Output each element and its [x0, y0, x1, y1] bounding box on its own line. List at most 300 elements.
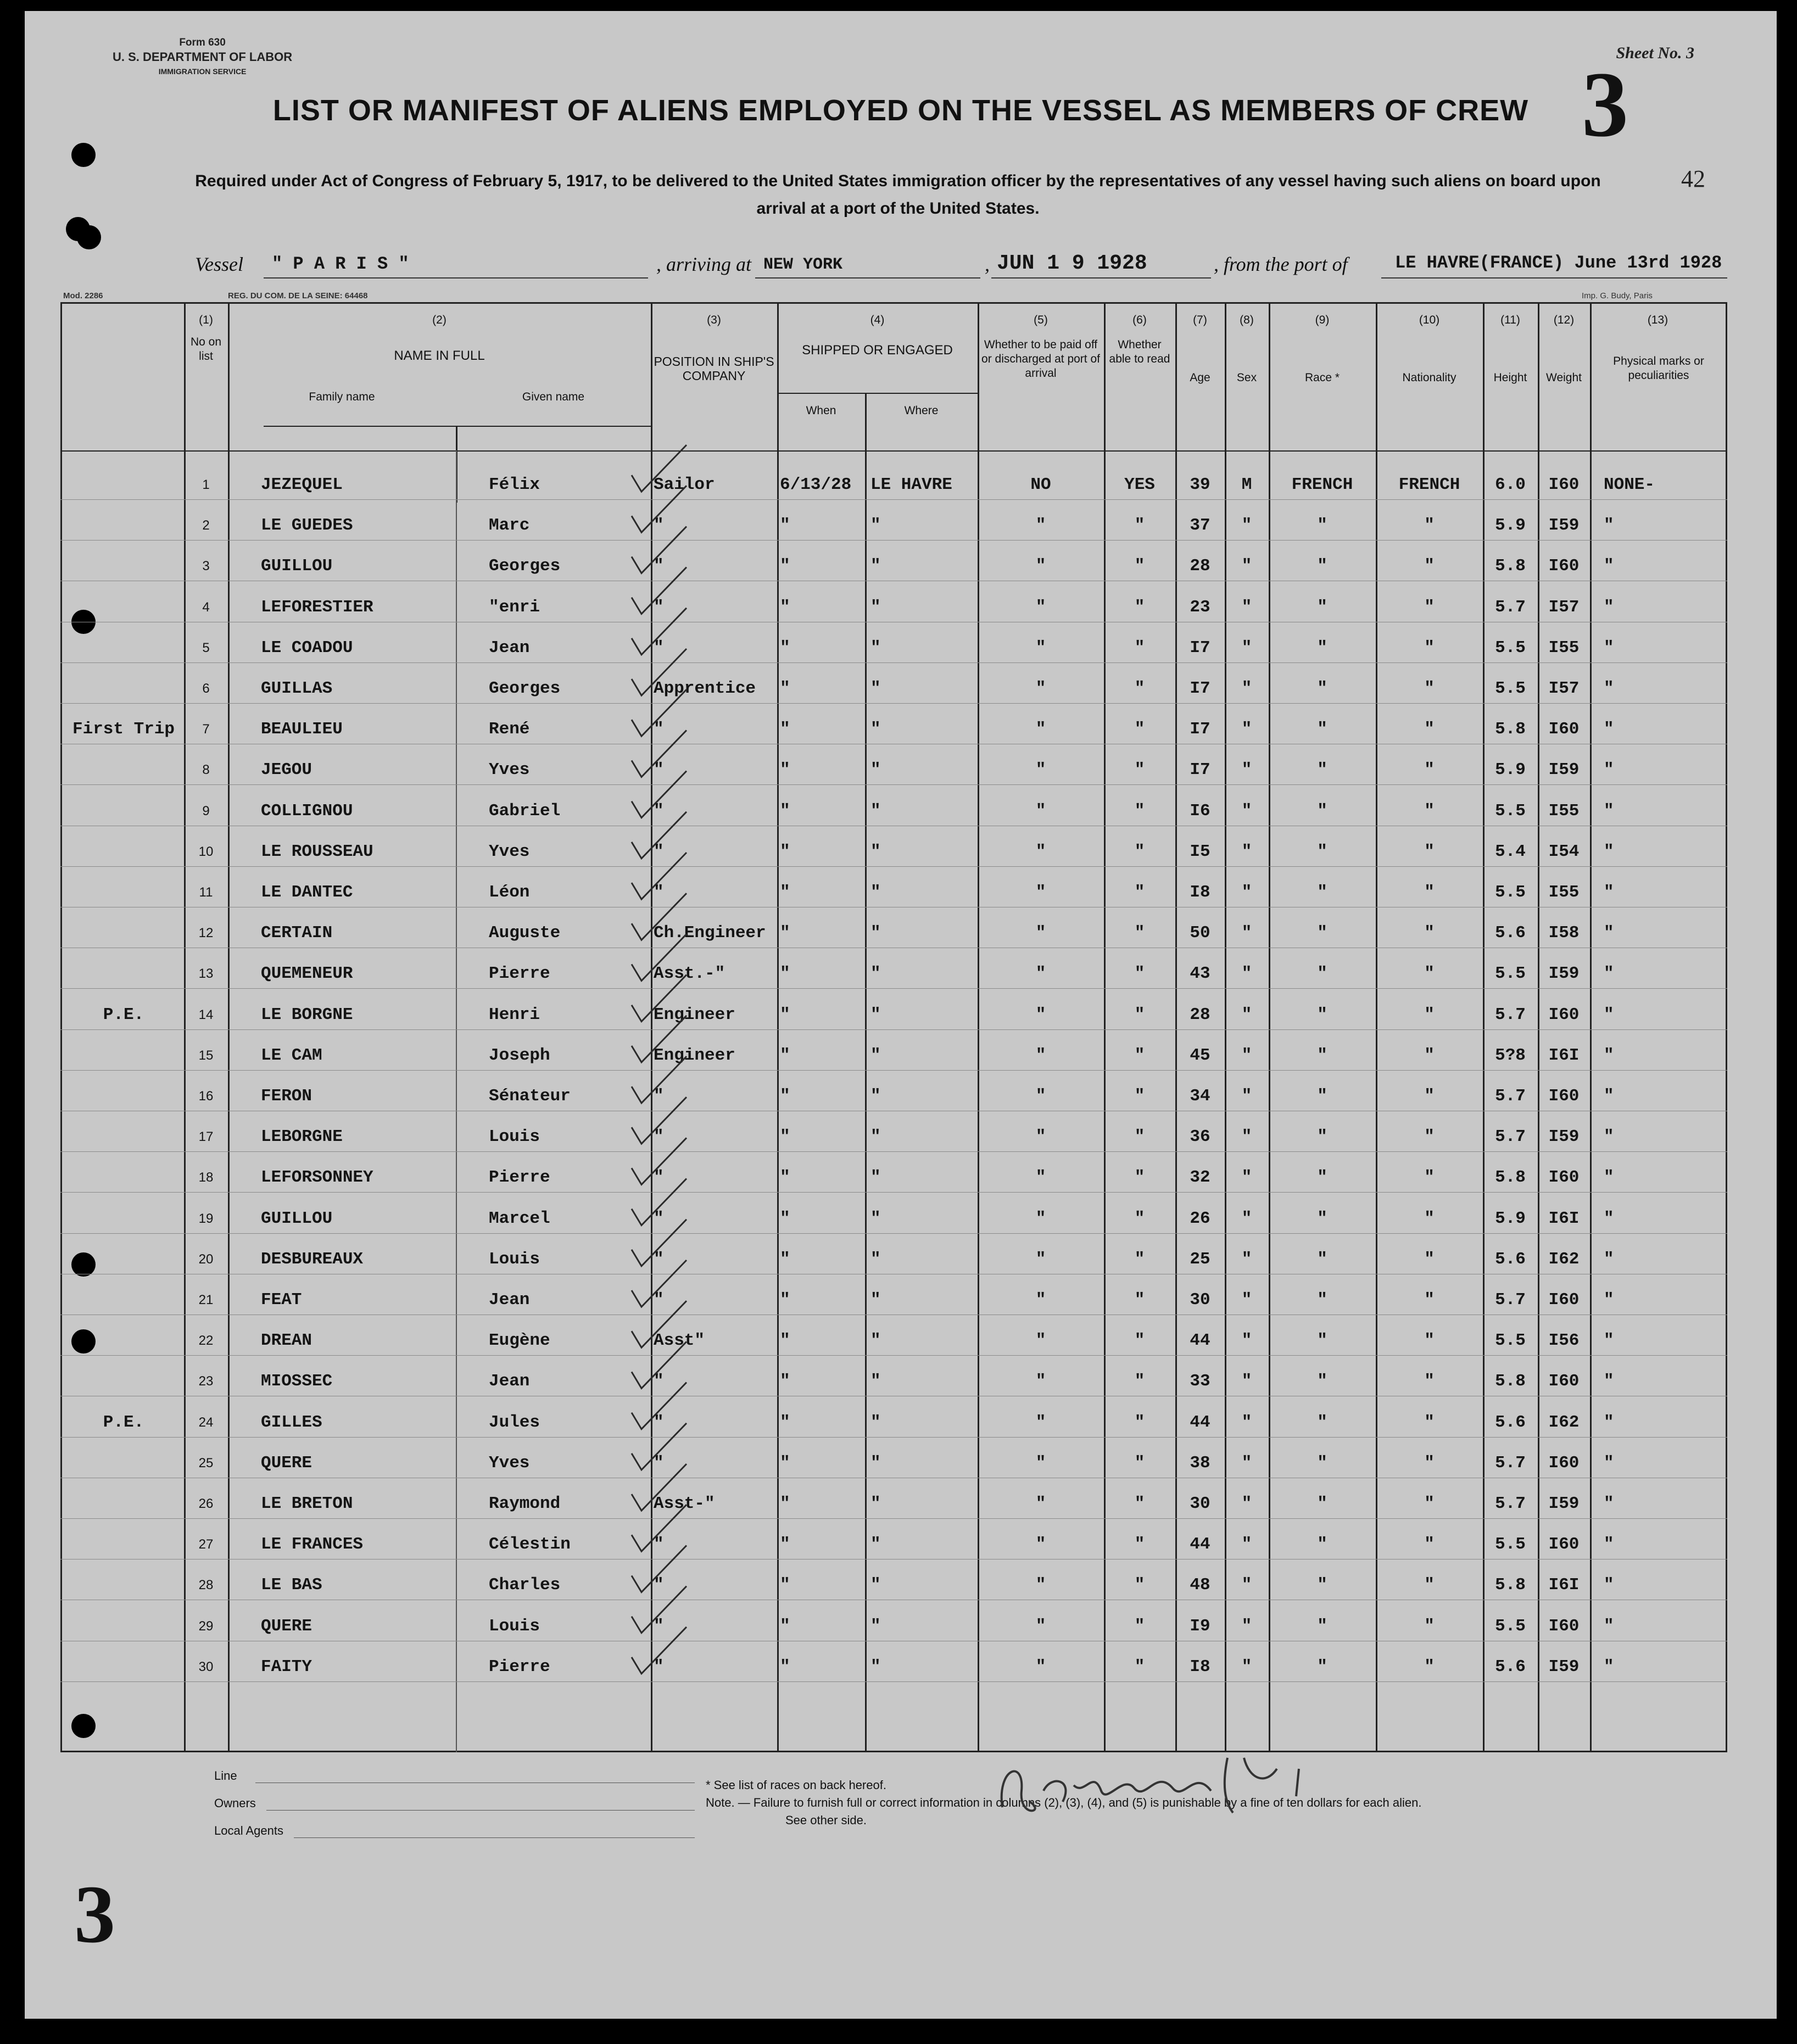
crew-cell-weight: I60 — [1548, 1372, 1580, 1391]
crew-cell-where: " — [870, 1453, 881, 1473]
crew-cell-where: " — [870, 923, 881, 943]
crew-cell-given: Célestin — [489, 1535, 571, 1555]
crew-cell-no: 28 — [198, 1578, 214, 1593]
crew-cell-race: " — [1317, 1453, 1327, 1473]
crew-cell-paid: " — [1035, 1290, 1046, 1310]
crew-cell-read: " — [1134, 679, 1145, 698]
crew-cell-sex: " — [1241, 801, 1252, 821]
owners-label: Owners — [214, 1796, 256, 1810]
crew-cell-paid: " — [1035, 1208, 1046, 1228]
row-rule — [60, 540, 1727, 541]
crew-cell-family: LE ROUSSEAU — [261, 842, 373, 861]
crew-cell-nationality: " — [1424, 516, 1435, 536]
crew-cell-paid: " — [1035, 883, 1046, 902]
crew-cell-read: " — [1134, 638, 1145, 658]
crew-cell-no: 11 — [199, 885, 213, 900]
crew-cell-height: 5.5 — [1495, 1331, 1526, 1351]
crew-cell-where: LE HAVRE — [870, 475, 952, 494]
crew-cell-family: QUERE — [261, 1453, 312, 1473]
crew-cell-sex: " — [1241, 883, 1252, 902]
crew-cell-marks: " — [1604, 1045, 1614, 1065]
form-header — [113, 36, 292, 79]
crew-cell-read: " — [1134, 1005, 1145, 1024]
crew-cell-nationality: " — [1424, 1372, 1435, 1391]
crew-cell-when: " — [780, 597, 790, 617]
crew-cell-sex: " — [1241, 679, 1252, 698]
crew-cell-race: " — [1317, 1249, 1327, 1269]
crew-cell-marks: " — [1604, 638, 1614, 658]
crew-cell-marks: " — [1604, 720, 1614, 739]
crew-cell-nationality: " — [1424, 1616, 1435, 1636]
check-mark — [632, 1586, 687, 1633]
check-mark — [632, 1260, 687, 1307]
crew-cell-race: " — [1317, 1331, 1327, 1351]
line-label: Line — [214, 1769, 237, 1783]
row-rule — [60, 866, 1727, 867]
crew-cell-no: 17 — [198, 1129, 214, 1145]
col-header-paid-off: Whether to be paid off or discharged at port of arrival — [981, 338, 1100, 380]
crew-cell-sex: " — [1241, 1494, 1252, 1513]
crew-cell-nationality: " — [1424, 720, 1435, 739]
crew-cell-marks: " — [1604, 1249, 1614, 1269]
crew-cell-marks: " — [1604, 1616, 1614, 1636]
crew-cell-weight: I60 — [1548, 556, 1580, 576]
crew-cell-sex: " — [1241, 1575, 1252, 1595]
crew-cell-height: 5.8 — [1495, 1168, 1526, 1188]
manifest-sheet — [25, 11, 1777, 2019]
crew-cell-read: " — [1134, 1208, 1145, 1228]
crew-cell-given: Charles — [489, 1575, 561, 1595]
crew-cell-paid: " — [1035, 1494, 1046, 1513]
crew-cell-paid: " — [1035, 842, 1046, 861]
crew-cell-sex: " — [1241, 556, 1252, 576]
crew-cell-no: 18 — [198, 1170, 214, 1185]
crew-cell-where: " — [870, 1412, 881, 1432]
crew-cell-sex: " — [1241, 1208, 1252, 1228]
crew-cell-height: 6.0 — [1495, 475, 1526, 494]
crew-cell-weight: I57 — [1548, 679, 1580, 698]
crew-cell-nationality: " — [1424, 556, 1435, 576]
col-header-height: Height — [1493, 371, 1527, 384]
crew-cell-position: " — [654, 1616, 664, 1636]
check-mark — [632, 1341, 687, 1388]
crew-cell-when: " — [780, 1045, 790, 1065]
crew-cell-race: " — [1317, 1657, 1327, 1677]
crew-cell-paid: " — [1035, 1453, 1046, 1473]
crew-cell-position: Ch.Engineer — [654, 923, 766, 943]
crew-cell-read: " — [1134, 1657, 1145, 1677]
crew-cell-when: " — [780, 1575, 790, 1595]
crew-cell-marks: " — [1604, 1208, 1614, 1228]
crew-cell-no: 21 — [198, 1293, 214, 1307]
crew-cell-sex: " — [1241, 1168, 1252, 1188]
col-num-10: (10) — [1419, 314, 1440, 326]
check-mark — [632, 1097, 687, 1144]
crew-cell-sex: " — [1241, 597, 1252, 617]
crew-cell-paid: " — [1035, 1535, 1046, 1555]
crew-cell-weight: I6I — [1548, 1575, 1580, 1595]
crew-cell-given: Marcel — [489, 1208, 550, 1228]
crew-cell-race: " — [1317, 1168, 1327, 1188]
crew-cell-sex: " — [1241, 1087, 1252, 1106]
corner-sheet-number: 3 — [74, 1869, 115, 1960]
crew-cell-family: GILLES — [261, 1412, 322, 1432]
crew-cell-read: " — [1134, 1127, 1145, 1147]
registry-note: REG. DU COM. DE LA SEINE: 64468 — [228, 291, 368, 300]
crew-cell-marks: " — [1604, 1575, 1614, 1595]
crew-cell-height: 5.8 — [1495, 1372, 1526, 1391]
crew-cell-read: " — [1134, 842, 1145, 861]
crew-cell-marks: " — [1604, 883, 1614, 902]
crew-cell-where: " — [870, 1372, 881, 1391]
check-mark — [632, 1383, 687, 1429]
check-mark — [632, 1179, 687, 1226]
crew-cell-given: "enri — [489, 597, 540, 617]
check-mark — [632, 1219, 687, 1266]
crew-cell-no: 3 — [202, 559, 210, 574]
row-rule — [60, 703, 1727, 704]
crew-cell-where: " — [870, 1045, 881, 1065]
crew-cell-family: FAITY — [261, 1657, 312, 1677]
check-mark — [632, 893, 687, 940]
crew-ledger — [60, 302, 1727, 1752]
crew-cell-position: " — [654, 801, 664, 821]
crew-cell-height: 5.5 — [1495, 883, 1526, 902]
crew-cell-family: GUILLOU — [261, 1208, 333, 1228]
crew-cell-given: Jean — [489, 1372, 530, 1391]
crew-cell-given: Georges — [489, 679, 561, 698]
margin-note: P.E. — [103, 1005, 144, 1024]
model-number: Mod. 2286 — [63, 291, 103, 300]
crew-cell-when: " — [780, 679, 790, 698]
row-rule — [60, 784, 1727, 785]
crew-cell-family: LE CAM — [261, 1045, 322, 1065]
crew-cell-age: I5 — [1190, 842, 1210, 861]
crew-cell-position: " — [654, 597, 664, 617]
crew-cell-paid: " — [1035, 516, 1046, 536]
crew-cell-weight: I59 — [1548, 1657, 1580, 1677]
crew-cell-read: " — [1134, 1616, 1145, 1636]
crew-cell-height: 5.8 — [1495, 1575, 1526, 1595]
crew-cell-when: " — [780, 923, 790, 943]
row-rule — [60, 1559, 1727, 1560]
crew-cell-family: JEZEQUEL — [261, 475, 343, 494]
crew-cell-nationality: " — [1424, 679, 1435, 698]
crew-cell-age: 48 — [1190, 1575, 1210, 1595]
crew-cell-read: " — [1134, 1290, 1145, 1310]
crew-cell-no: 4 — [202, 599, 210, 615]
crew-cell-when: " — [780, 1249, 790, 1269]
crew-cell-sex: " — [1241, 842, 1252, 861]
crew-cell-no: 6 — [202, 681, 210, 696]
crew-cell-given: Georges — [489, 556, 561, 576]
crew-cell-no: 14 — [198, 1007, 214, 1022]
crew-cell-paid: " — [1035, 1372, 1046, 1391]
crew-cell-sex: " — [1241, 1535, 1252, 1555]
check-mark — [632, 1545, 687, 1592]
col-num-6: (6) — [1132, 314, 1147, 326]
crew-cell-where: " — [870, 597, 881, 617]
crew-cell-race: " — [1317, 516, 1327, 536]
crew-cell-no: 23 — [198, 1374, 214, 1389]
crew-cell-position: " — [654, 1657, 664, 1677]
arriving-label: , arriving at — [656, 253, 752, 275]
crew-cell-given: Pierre — [489, 1168, 550, 1188]
crew-cell-position: " — [654, 1290, 664, 1310]
crew-cell-marks: " — [1604, 964, 1614, 984]
crew-cell-age: I9 — [1190, 1616, 1210, 1636]
crew-cell-paid: " — [1035, 964, 1046, 984]
crew-cell-age: 28 — [1190, 556, 1210, 576]
crew-cell-given: Sénateur — [489, 1087, 571, 1106]
crew-cell-when: " — [780, 720, 790, 739]
crew-cell-nationality: " — [1424, 1331, 1435, 1351]
crew-cell-weight: I60 — [1548, 1005, 1580, 1024]
crew-cell-nationality: " — [1424, 883, 1435, 902]
crew-cell-where: " — [870, 516, 881, 536]
crew-cell-weight: I60 — [1548, 1535, 1580, 1555]
col-header-position: POSITION IN SHIP'S COMPANY — [654, 354, 774, 383]
local-agents-label: Local Agents — [214, 1824, 283, 1837]
from-port-label: , from the port of — [1214, 253, 1348, 275]
col-header-race: Race * — [1304, 371, 1340, 384]
crew-cell-height: 5.6 — [1495, 1412, 1526, 1432]
crew-cell-height: 5.5 — [1495, 964, 1526, 984]
check-mark — [632, 934, 687, 981]
crew-cell-paid: " — [1035, 1045, 1046, 1065]
crew-cell-where: " — [870, 964, 881, 984]
check-mark — [632, 1505, 687, 1551]
col-num-2: (2) — [432, 314, 447, 326]
crew-cell-read: " — [1134, 801, 1145, 821]
crew-cell-sex: " — [1241, 1249, 1252, 1269]
crew-cell-height: 5.6 — [1495, 923, 1526, 943]
crew-cell-position: " — [654, 842, 664, 861]
col-header-age: Age — [1190, 371, 1210, 384]
crew-cell-when: " — [780, 1087, 790, 1106]
crew-cell-weight: I54 — [1548, 842, 1580, 861]
col-num-1: (1) — [199, 314, 213, 326]
crew-cell-family: LE DANTEC — [261, 883, 353, 902]
crew-cell-height: 5.7 — [1495, 1453, 1526, 1473]
crew-cell-height: 5.8 — [1495, 556, 1526, 576]
crew-cell-where: " — [870, 679, 881, 698]
crew-cell-age: 33 — [1190, 1372, 1210, 1391]
binder-hole — [77, 225, 101, 249]
crew-cell-nationality: " — [1424, 597, 1435, 617]
crew-cell-height: 5.7 — [1495, 1494, 1526, 1513]
vessel-label: Vessel — [195, 253, 243, 275]
crew-cell-age: 44 — [1190, 1331, 1210, 1351]
check-mark — [632, 853, 687, 899]
crew-cell-age: I8 — [1190, 1657, 1210, 1677]
crew-cell-weight: I59 — [1548, 1127, 1580, 1147]
crew-cell-race: " — [1317, 760, 1327, 780]
row-rule — [60, 1681, 1727, 1682]
crew-cell-when: " — [780, 1412, 790, 1432]
crew-cell-marks: " — [1604, 1535, 1614, 1555]
crew-cell-when: " — [780, 842, 790, 861]
crew-cell-race: " — [1317, 720, 1327, 739]
crew-cell-age: 44 — [1190, 1412, 1210, 1432]
check-mark — [632, 1056, 687, 1103]
crew-cell-paid: " — [1035, 556, 1046, 576]
check-mark — [632, 689, 687, 736]
crew-cell-read: " — [1134, 760, 1145, 780]
crew-cell-sex: M — [1241, 475, 1252, 494]
crew-cell-marks: " — [1604, 1453, 1614, 1473]
check-mark — [632, 730, 687, 777]
printer-note: Imp. G. Budy, Paris — [1582, 291, 1653, 300]
crew-cell-nationality: " — [1424, 1290, 1435, 1310]
crew-cell-age: 30 — [1190, 1290, 1210, 1310]
crew-cell-position: Sailor — [654, 475, 715, 494]
crew-cell-no: 22 — [198, 1333, 214, 1349]
row-rule — [60, 1518, 1727, 1519]
crew-cell-race: " — [1317, 679, 1327, 698]
crew-cell-marks: " — [1604, 1412, 1614, 1432]
crew-cell-no: 13 — [198, 966, 214, 982]
crew-cell-race: " — [1317, 638, 1327, 658]
crew-cell-family: MIOSSEC — [261, 1372, 333, 1391]
crew-cell-age: I8 — [1190, 883, 1210, 902]
crew-cell-given: Joseph — [489, 1045, 550, 1065]
crew-cell-read: " — [1134, 964, 1145, 984]
crew-cell-when: " — [780, 1657, 790, 1677]
service-name: IMMIGRATION SERVICE — [158, 67, 247, 76]
crew-cell-race: " — [1317, 1616, 1327, 1636]
crew-cell-when: " — [780, 1127, 790, 1147]
crew-cell-nationality: " — [1424, 1494, 1435, 1513]
crew-cell-position: " — [654, 720, 664, 739]
crew-cell-position: " — [654, 556, 664, 576]
row-rule — [60, 662, 1727, 663]
crew-cell-position: " — [654, 1412, 664, 1432]
crew-cell-height: 5.6 — [1495, 1249, 1526, 1269]
crew-cell-paid: " — [1035, 923, 1046, 943]
crew-cell-paid: " — [1035, 679, 1046, 698]
col-header-no-on-list: No on list — [190, 336, 222, 363]
crew-cell-read: " — [1134, 720, 1145, 739]
crew-cell-when: " — [780, 964, 790, 984]
crew-cell-position: Asst.-" — [654, 964, 726, 984]
crew-cell-position: " — [654, 1249, 664, 1269]
check-mark — [632, 526, 687, 573]
crew-cell-race: " — [1317, 1575, 1327, 1595]
crew-cell-marks: " — [1604, 923, 1614, 943]
crew-cell-when: " — [780, 516, 790, 536]
check-mark — [632, 1423, 687, 1470]
crew-cell-position: " — [654, 1087, 664, 1106]
crew-cell-given: Jean — [489, 1290, 530, 1310]
crew-cell-nationality: FRENCH — [1398, 475, 1460, 494]
crew-cell-no: 20 — [198, 1251, 214, 1267]
crew-cell-no: 9 — [202, 803, 210, 818]
crew-cell-marks: " — [1604, 1290, 1614, 1310]
crew-cell-no: 30 — [198, 1659, 214, 1674]
crew-cell-given: Jules — [489, 1412, 540, 1432]
crew-cell-position: " — [654, 1168, 664, 1188]
crew-cell-weight: I6I — [1548, 1045, 1580, 1065]
crew-cell-given: Eugène — [489, 1331, 550, 1351]
crew-cell-family: LEFORSONNEY — [261, 1168, 373, 1188]
crew-cell-paid: NO — [1030, 475, 1051, 494]
crew-cell-given: Raymond — [489, 1494, 561, 1513]
crew-cell-family: FERON — [261, 1087, 312, 1106]
crew-cell-when: " — [780, 1535, 790, 1555]
crew-cell-race: " — [1317, 923, 1327, 943]
crew-cell-paid: " — [1035, 1005, 1046, 1024]
crew-cell-race: " — [1317, 1412, 1327, 1432]
crew-cell-height: 5.5 — [1495, 638, 1526, 658]
crew-cell-race: " — [1317, 883, 1327, 902]
crew-cell-sex: " — [1241, 1372, 1252, 1391]
crew-cell-where: " — [870, 1168, 881, 1188]
crew-cell-weight: I55 — [1548, 801, 1580, 821]
crew-cell-given: Pierre — [489, 1657, 550, 1677]
crew-cell-race: " — [1317, 1208, 1327, 1228]
crew-cell-marks: " — [1604, 1087, 1614, 1106]
crew-cell-nationality: " — [1424, 1535, 1435, 1555]
crew-cell-no: 25 — [198, 1455, 214, 1471]
crew-cell-read: " — [1134, 1412, 1145, 1432]
col-num-13: (13) — [1647, 314, 1668, 326]
crew-cell-weight: I60 — [1548, 1168, 1580, 1188]
crew-cell-nationality: " — [1424, 842, 1435, 861]
row-rule — [60, 1070, 1727, 1071]
row-rule — [60, 1355, 1727, 1356]
vessel-name: " P A R I S " — [272, 254, 409, 274]
crew-cell-position: Asst" — [654, 1331, 705, 1351]
check-mark — [632, 1464, 687, 1511]
check-mark — [632, 771, 687, 818]
crew-cell-sex: " — [1241, 1657, 1252, 1677]
margin-note: First Trip — [72, 720, 175, 739]
crew-cell-family: QUERE — [261, 1616, 312, 1636]
crew-cell-height: 5.7 — [1495, 1127, 1526, 1147]
crew-cell-where: " — [870, 1331, 881, 1351]
crew-cell-paid: " — [1035, 760, 1046, 780]
crew-cell-position: " — [654, 516, 664, 536]
crew-cell-sex: " — [1241, 1045, 1252, 1065]
crew-cell-height: 5.5 — [1495, 1616, 1526, 1636]
crew-cell-no: 12 — [198, 926, 214, 941]
crew-cell-given: Jean — [489, 638, 530, 658]
crew-cell-weight: I60 — [1548, 475, 1580, 494]
crew-cell-where: " — [870, 1087, 881, 1106]
crew-cell-where: " — [870, 1290, 881, 1310]
crew-cell-no: 5 — [202, 640, 210, 655]
crew-cell-when: 6/13/28 — [780, 475, 852, 494]
crew-cell-age: I7 — [1190, 760, 1210, 780]
crew-cell-age: 44 — [1190, 1535, 1210, 1555]
crew-cell-weight: I55 — [1548, 883, 1580, 902]
crew-cell-given: Yves — [489, 842, 530, 861]
crew-cell-nationality: " — [1424, 1208, 1435, 1228]
crew-cell-when: " — [780, 1331, 790, 1351]
col-num-7: (7) — [1193, 314, 1207, 326]
crew-cell-marks: " — [1604, 516, 1614, 536]
crew-cell-marks: " — [1604, 842, 1614, 861]
crew-cell-paid: " — [1035, 1168, 1046, 1188]
crew-cell-position: " — [654, 1208, 664, 1228]
crew-cell-age: 43 — [1190, 964, 1210, 984]
crew-cell-when: " — [780, 1290, 790, 1310]
crew-cell-nationality: " — [1424, 1657, 1435, 1677]
crew-cell-sex: " — [1241, 1005, 1252, 1024]
crew-cell-read: " — [1134, 883, 1145, 902]
crew-cell-nationality: " — [1424, 1005, 1435, 1024]
